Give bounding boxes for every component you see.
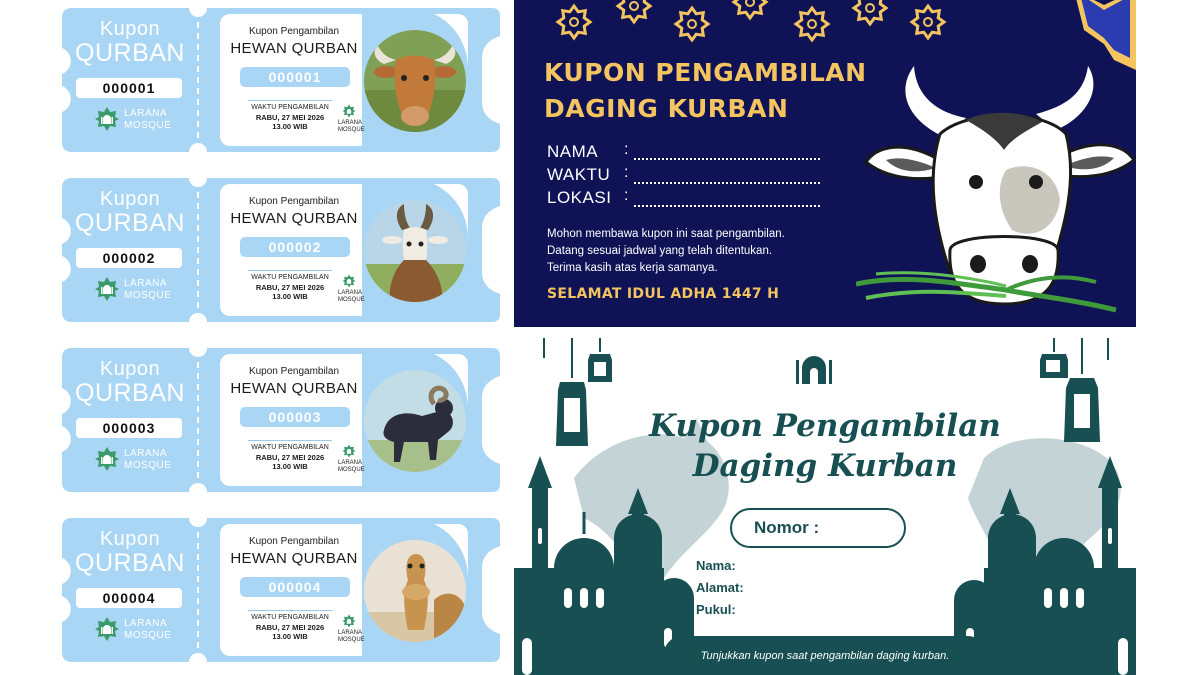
qurban-ticket-2 — [62, 178, 500, 322]
stub-title-bottom: QURBAN — [75, 379, 185, 407]
cow-head-icon — [856, 60, 1136, 320]
teal-title-line2: Daging Kurban — [692, 448, 958, 484]
star-ornament-icon — [676, 8, 708, 40]
stub-title-top: Kupon — [99, 528, 161, 550]
ticket-heading-large: HEWAN QURBAN — [230, 40, 358, 57]
ram-photo-icon — [364, 370, 466, 472]
star-center-icon — [808, 20, 816, 28]
star-center-icon — [570, 18, 578, 26]
navy-name-line — [634, 158, 820, 160]
navy-greeting: SELAMAT IDUL ADHA 1447 H — [547, 286, 780, 302]
star-center-icon — [630, 2, 638, 10]
ticket-heading-large: HEWAN QURBAN — [230, 210, 358, 227]
goat-photo-icon — [364, 200, 466, 302]
navy-title-line2: DAGING KURBAN — [544, 94, 789, 123]
pickup-label: WAKTU PENGAMBILAN — [251, 444, 329, 451]
mosque-logo-icon — [94, 276, 120, 302]
ticket-stub — [62, 348, 198, 492]
ticket-stub — [62, 8, 198, 152]
teal-title-line1: Kupon Pengambilan — [649, 408, 1001, 444]
body-mosque-name: LARANA MOSQUE — [338, 630, 365, 643]
number-box — [730, 508, 906, 548]
pickup-time: 13.00 WIB — [272, 292, 308, 301]
navy-note-2: Datang sesuai jadwal yang telah ditentukan. — [547, 245, 773, 257]
stub-mosque-name: LARANA MOSQUE — [124, 448, 172, 471]
stub-title-bottom: QURBAN — [75, 209, 185, 237]
mosque-silhouette-icon — [514, 338, 1136, 675]
mosque-logo-small-icon — [342, 104, 356, 118]
teal-footer-text: Tunjukkan kupon saat pengambilan daging kurban. — [700, 650, 950, 662]
stub-title-top: Kupon — [99, 18, 161, 40]
navy-field-name: NAMA — [547, 142, 599, 161]
stub-number: 000004 — [76, 588, 182, 608]
body-mosque-name: LARANA MOSQUE — [338, 460, 365, 473]
stub-title-top: Kupon — [99, 358, 161, 380]
teal-field-name: Nama: — [696, 558, 736, 573]
stub-title-bottom: QURBAN — [75, 549, 185, 577]
star-center-icon — [866, 4, 874, 12]
navy-meat-coupon — [514, 0, 1136, 327]
ticket-heading-small: Kupon Pengambilan — [248, 366, 340, 377]
star-ornament-icon — [558, 6, 590, 38]
body-mosque-name: LARANA MOSQUE — [338, 120, 365, 133]
pickup-info — [248, 610, 332, 641]
pickup-date: RABU, 27 MEI 2026 — [255, 113, 325, 122]
cow-photo-icon — [364, 30, 466, 132]
ticket-stub — [62, 178, 198, 322]
pickup-time: 13.00 WIB — [272, 122, 308, 131]
body-mosque-name: LARANA MOSQUE — [338, 290, 365, 303]
navy-colon: : — [624, 164, 629, 181]
navy-title-line1: KUPON PENGAMBILAN — [544, 58, 867, 87]
stub-mosque-name: LARANA MOSQUE — [124, 618, 172, 641]
pickup-label: WAKTU PENGAMBILAN — [251, 104, 329, 111]
star-ornament-icon — [796, 8, 828, 40]
ticket-number: 000001 — [240, 67, 350, 87]
star-ornament-icon — [734, 0, 766, 18]
ticket-stub — [62, 518, 198, 662]
navy-colon: : — [624, 187, 629, 204]
stub-number: 000001 — [76, 78, 182, 98]
pickup-info — [248, 100, 332, 131]
navy-field-time: WAKTU — [547, 165, 611, 184]
mosque-logo-icon — [94, 616, 120, 642]
pickup-date: RABU, 27 MEI 2026 — [255, 283, 325, 292]
qurban-ticket-1 — [62, 8, 500, 152]
pickup-date: RABU, 27 MEI 2026 — [255, 623, 325, 632]
navy-note-3: Terima kasih atas kerja samanya. — [547, 262, 718, 274]
mosque-logo-small-icon — [342, 274, 356, 288]
teal-footer-bar — [664, 636, 986, 675]
ticket-heading-small: Kupon Pengambilan — [248, 196, 340, 207]
navy-field-location: LOKASI — [547, 188, 612, 207]
pickup-label: WAKTU PENGAMBILAN — [251, 614, 329, 621]
navy-time-line — [634, 182, 820, 184]
navy-colon: : — [624, 141, 629, 158]
pickup-label: WAKTU PENGAMBILAN — [251, 274, 329, 281]
ticket-number: 000004 — [240, 577, 350, 597]
qurban-ticket-4 — [62, 518, 500, 662]
stub-mosque-name: LARANA MOSQUE — [124, 278, 172, 301]
ticket-heading-large: HEWAN QURBAN — [230, 550, 358, 567]
pickup-date: RABU, 27 MEI 2026 — [255, 453, 325, 462]
stub-title-top: Kupon — [99, 188, 161, 210]
ticket-heading-large: HEWAN QURBAN — [230, 380, 358, 397]
star-center-icon — [746, 0, 754, 6]
mosque-logo-icon — [94, 446, 120, 472]
number-label: Nomor : — [754, 518, 820, 537]
teal-field-address: Alamat: — [696, 580, 744, 595]
star-center-icon — [924, 18, 932, 26]
pickup-time: 13.00 WIB — [272, 462, 308, 471]
stub-title-bottom: QURBAN — [75, 39, 185, 67]
pickup-time: 13.00 WIB — [272, 632, 308, 641]
stub-number: 000003 — [76, 418, 182, 438]
star-center-icon — [688, 20, 696, 28]
navy-location-line — [634, 205, 820, 207]
teal-meat-coupon — [514, 338, 1136, 675]
navy-note-1: Mohon membawa kupon ini saat pengambilan. — [547, 228, 785, 240]
ticket-number: 000002 — [240, 237, 350, 257]
mosque-logo-small-icon — [342, 444, 356, 458]
mosque-logo-icon — [94, 106, 120, 132]
mosque-logo-small-icon — [342, 614, 356, 628]
ticket-heading-small: Kupon Pengambilan — [248, 536, 340, 547]
stub-mosque-name: LARANA MOSQUE — [124, 108, 172, 131]
ticket-number: 000003 — [240, 407, 350, 427]
ticket-heading-small: Kupon Pengambilan — [248, 26, 340, 37]
star-ornament-icon — [912, 6, 944, 38]
pickup-info — [248, 270, 332, 301]
stub-number: 000002 — [76, 248, 182, 268]
teal-field-time: Pukul: — [696, 602, 736, 617]
pickup-info — [248, 440, 332, 471]
camel-photo-icon — [364, 540, 466, 642]
qurban-ticket-3 — [62, 348, 500, 492]
